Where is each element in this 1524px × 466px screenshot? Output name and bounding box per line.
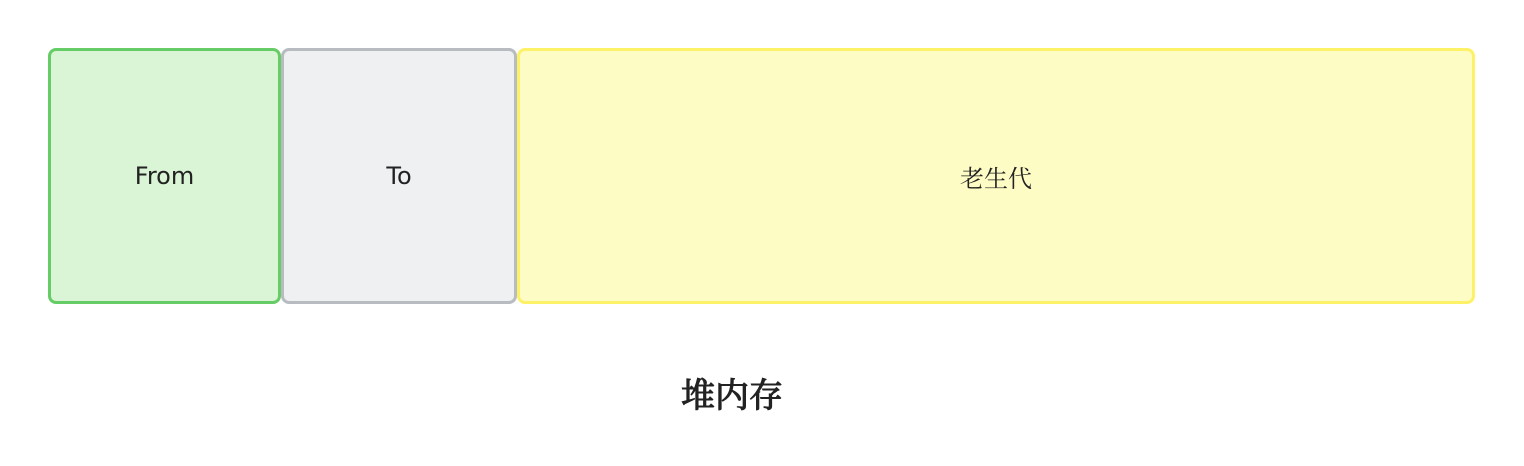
to-space-box <box>281 48 517 304</box>
heap-memory-caption: 堆内存 <box>681 376 783 416</box>
to-space-label: To <box>386 162 412 190</box>
old-generation-label: 老生代 <box>960 164 1032 193</box>
old-generation-box <box>517 48 1475 304</box>
from-space-label: From <box>134 162 195 190</box>
from-space-box <box>48 48 281 304</box>
